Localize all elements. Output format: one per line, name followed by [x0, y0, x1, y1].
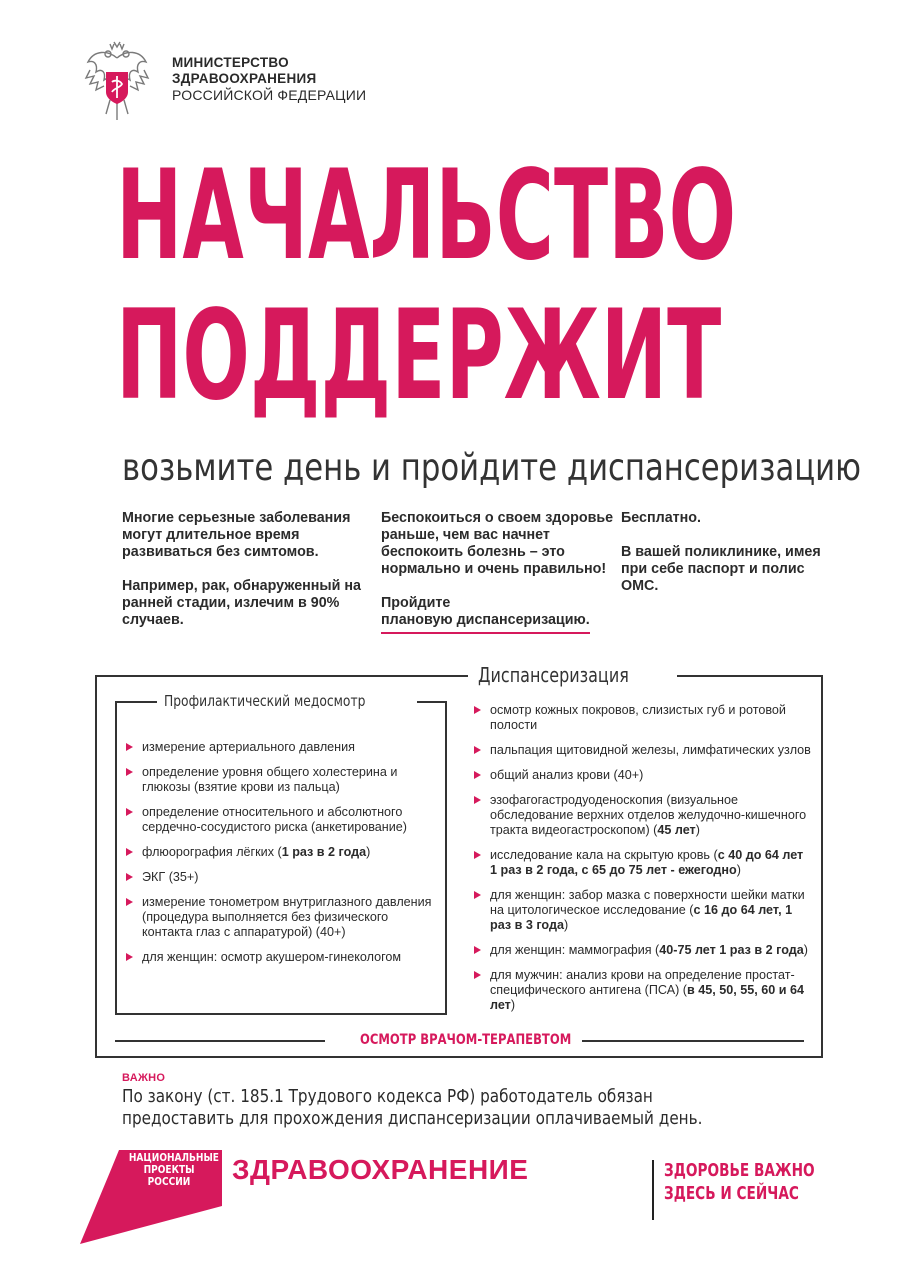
info-column-symptoms	[122, 510, 372, 646]
checkup-item: флюорография лёгких (1 раз в 2 года)	[124, 845, 440, 860]
dispensary-item: эзофагогастродуоденоскопия (визуальное обследование верхних отделов желудочно-кишечного тракта видеогастроскопом) (45 лет)	[472, 793, 812, 838]
box-bottom-line-left	[115, 1040, 325, 1042]
ministry-line-2: ЗДРАВООХРАНЕНИЯ	[172, 71, 317, 86]
checkup-item: измерение артериального давления	[124, 740, 440, 755]
col2-paragraph-1: Беспокоиться о своем здоровье раньше, чем вас начнет беспокоить болезнь – это нормально и очень правильно!	[381, 510, 614, 577]
checkup-item: определение уровня общего холестерина и глюкозы (взятие крови из пальца)	[124, 765, 440, 795]
checkup-item: определение относительного и абсолютного сердечно-сосудистого риска (анкетирование)	[124, 805, 440, 835]
dispensary-list	[472, 703, 812, 1023]
slogan	[664, 1160, 857, 1206]
important-label: ВАЖНО	[122, 1072, 166, 1084]
col1-paragraph-2: Например, рак, обнаруженный на ранней стадии, излечим в 90% случаев.	[122, 578, 361, 628]
planned-dispensary-callout: плановую диспансеризацию.	[381, 612, 590, 634]
col3-paragraph-2: В вашей поликлинике, имея при себе паспорт и полис ОМС.	[621, 544, 821, 594]
important-text	[122, 1086, 742, 1130]
slogan-line-2: ЗДЕСЬ И СЕЙЧАС	[664, 1184, 799, 1204]
dispensary-item: исследование кала на скрытую кровь (с 40 до 64 лет 1 раз в 2 года, с 65 до 75 лет - ежегодно)	[472, 848, 812, 878]
headline-line-2: ПОДДЕРЖИТ	[116, 284, 722, 428]
ministry-name	[172, 55, 366, 103]
col3-paragraph-1: Бесплатно.	[621, 510, 702, 526]
dispensary-item: для женщин: маммография (40-75 лет 1 раз в 2 года)	[472, 943, 812, 958]
slogan-divider	[652, 1160, 654, 1220]
info-column-free	[621, 510, 821, 612]
col2-p2-line1: Пройдите	[381, 595, 451, 611]
dispensary-item: пальпация щитовидной железы, лимфатических узлов	[472, 743, 812, 758]
np-line-3: РОССИИ	[147, 1175, 191, 1188]
col2-paragraph-2	[381, 595, 621, 634]
important-line-2: предоставить для прохождения диспансеризации оплачиваемый день.	[122, 1109, 703, 1129]
slogan-line-1: ЗДОРОВЬЕ ВАЖНО	[664, 1161, 815, 1181]
dispensary-item: общий анализ крови (40+)	[472, 768, 812, 783]
double-headed-eagle-emblem-icon	[84, 40, 150, 122]
np-line-1: НАЦИОНАЛЬНЫЕ	[128, 1151, 219, 1164]
ministry-line-3: РОССИЙСКОЙ ФЕДЕРАЦИИ	[172, 87, 367, 103]
dispensary-item: для мужчин: анализ крови на определение простат-специфического антигена (ПСА) (в 45, 50, 55, 60 и 64 лет)	[472, 968, 812, 1013]
therapist-exam-label: ОСМОТР ВРАЧОМ-ТЕРАПЕВТОМ	[360, 1032, 572, 1048]
col1-paragraph-1: Многие серьезные заболевания могут длительное время развиваться без симтомов.	[122, 510, 351, 560]
checkup-item: для женщин: осмотр акушером-гинекологом	[124, 950, 440, 965]
preventive-checkup-title: Профилактический медосмотр	[157, 692, 417, 710]
ministry-line-1: МИНИСТЕРСТВО	[172, 55, 289, 70]
info-column-care	[381, 510, 621, 651]
important-line-1: По закону (ст. 185.1 Трудового кодекса РФ) работодатель обязан	[122, 1087, 653, 1107]
np-line-2: ПРОЕКТЫ	[143, 1163, 195, 1176]
checkup-item: ЭКГ (35+)	[124, 870, 440, 885]
headline-subline: возьмите день и пройдите диспансеризацию	[122, 446, 861, 489]
dispensary-item: для женщин: забор мазка с поверхности шейки матки на цитологическое исследование (с 16 до 64 лет, 1 раз в 3 года)	[472, 888, 812, 933]
dispensary-title: Диспансеризация	[468, 663, 677, 687]
preventive-checkup-list	[124, 740, 440, 975]
checkup-item: измерение тонометром внутриглазного давления (процедура выполняется без физического контакта глаз с аппаратурой) (40+)	[124, 895, 440, 940]
healthcare-project-title: ЗДРАВООХРАНЕНИЕ	[232, 1154, 529, 1185]
national-projects-text	[119, 1152, 219, 1188]
headline-line-1: НАЧАЛЬСТВО	[116, 144, 737, 288]
dispensary-item: осмотр кожных покровов, слизистых губ и ротовой полости	[472, 703, 812, 733]
